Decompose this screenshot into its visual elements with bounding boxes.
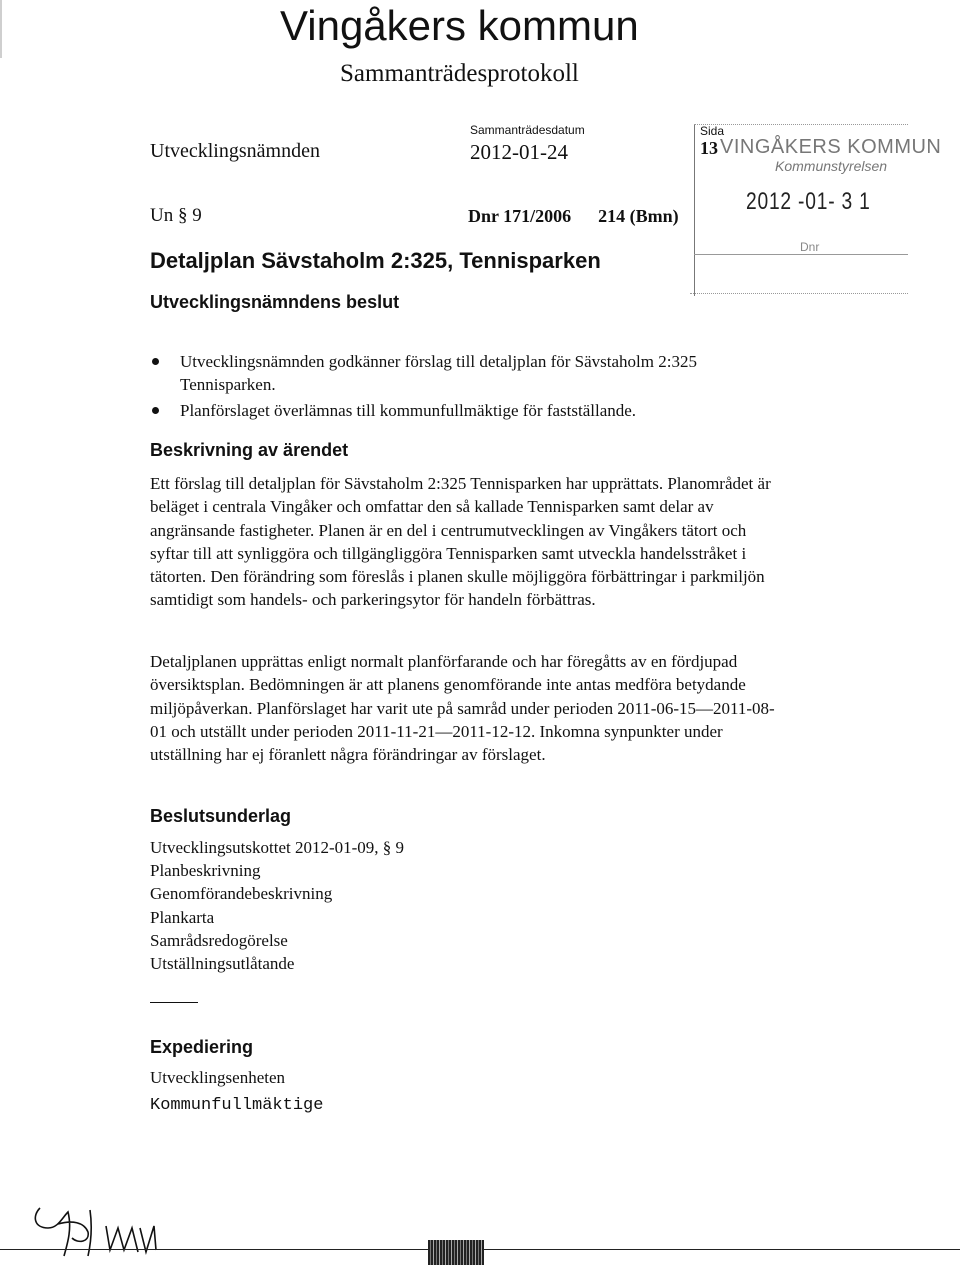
barcode-icon: [428, 1240, 484, 1265]
decision-heading: Utvecklingsnämndens beslut: [150, 292, 400, 312]
basis-item: Samrådsredogörelse: [150, 930, 288, 950]
stamp-divider: [694, 254, 908, 255]
basis-list: [150, 836, 404, 975]
bullet-icon: [152, 358, 159, 365]
stamp-department: Kommunstyrelsen: [775, 158, 888, 174]
municipality-name: Vingåkers kommun: [280, 2, 639, 49]
meeting-date-label: Sammanträdesdatum: [470, 123, 585, 137]
case-dnr: Dnr 171/2006 214 (Bmn): [468, 206, 679, 226]
description-paragraph: Detaljplanen upprättas enligt normalt planförfarande och har föregåtts av en fördjupad översiktsplan. Bedömningen är att planens genomförande inte antas medföra betydande miljöpåverkan. Planförslaget har varit ute på samråd under perioden 2011-06-15—2011-08-01 och utställt under perioden 2011-11-21—2011-12-12. Inkomna synpunkter under utställning har ej föranlett några förändringar av förslaget.: [150, 652, 775, 765]
basis-item: Genomförandebeskrivning: [150, 884, 333, 904]
committee-name: Utvecklingsnämnden: [150, 140, 320, 162]
meeting-date: 2012-01-24: [470, 140, 568, 164]
basis-item: Plankarta: [150, 907, 215, 927]
document-type: Sammanträdesprotokoll: [340, 60, 579, 87]
description-heading: Beskrivning av ärendet: [150, 440, 349, 460]
decision-item: [150, 399, 750, 422]
stamp-dnr-label: Dnr: [800, 240, 820, 254]
page-number: 13: [700, 138, 718, 158]
dispatch-heading: Expediering: [150, 1037, 254, 1057]
decision-item: [150, 350, 750, 396]
paragraph-number: Un § 9: [150, 205, 202, 226]
decision-item-text: Utvecklingsnämnden godkänner förslag till detaljplan för Sävstaholm 2:325 Tennisparken.: [180, 352, 697, 394]
basis-item: Utvecklingsutskottet 2012-01-09, § 9: [150, 838, 405, 857]
dispatch-recipient: Utvecklingsenheten: [150, 1068, 286, 1087]
stamp-border: [694, 124, 908, 125]
stamp-received-date: 2012 -01- 3 1: [746, 188, 871, 215]
section-divider: [150, 1002, 198, 1003]
stamp-border: [694, 124, 695, 296]
dispatch-recipient: Kommunfullmäktige: [150, 1096, 324, 1115]
decision-item-text: Planförslaget överlämnas till kommunfullmäktige för fastställande.: [180, 401, 637, 420]
bullet-icon: [152, 407, 159, 414]
page-margin-mark: [0, 0, 2, 58]
basis-heading: Beslutsunderlag: [150, 806, 292, 826]
description-paragraph: Ett förslag till detaljplan för Sävstaholm 2:325 Tennisparken har upprättats. Planområdet är beläget i centrala Vingåker och omfattar den så kallade Tennisparken samt delar av angränsande fastigheter. Planen är en del i centrumutvecklingen av Vingåkers tätort och syftar till att synliggöra och tillgängliggöra Tennisparken samt utveckla handelsstråket i tätorten. Den förändring som föreslås i planen skulle möjliggöra förbättringar i parkmiljön samtidigt som handels- och parkeringsytor för handeln förbättras.: [150, 474, 771, 610]
signature-image: [28, 1198, 178, 1260]
decision-list: [150, 350, 750, 425]
stamp-border: [690, 293, 908, 294]
basis-item: Planbeskrivning: [150, 861, 261, 881]
basis-item: Utställningsutlåtande: [150, 954, 295, 974]
case-title: Detaljplan Sävstaholm 2:325, Tennisparken: [150, 248, 601, 273]
stamp-organization: VINGÅKERS KOMMUN: [720, 136, 942, 158]
page-number-label: Sida: [700, 124, 725, 138]
